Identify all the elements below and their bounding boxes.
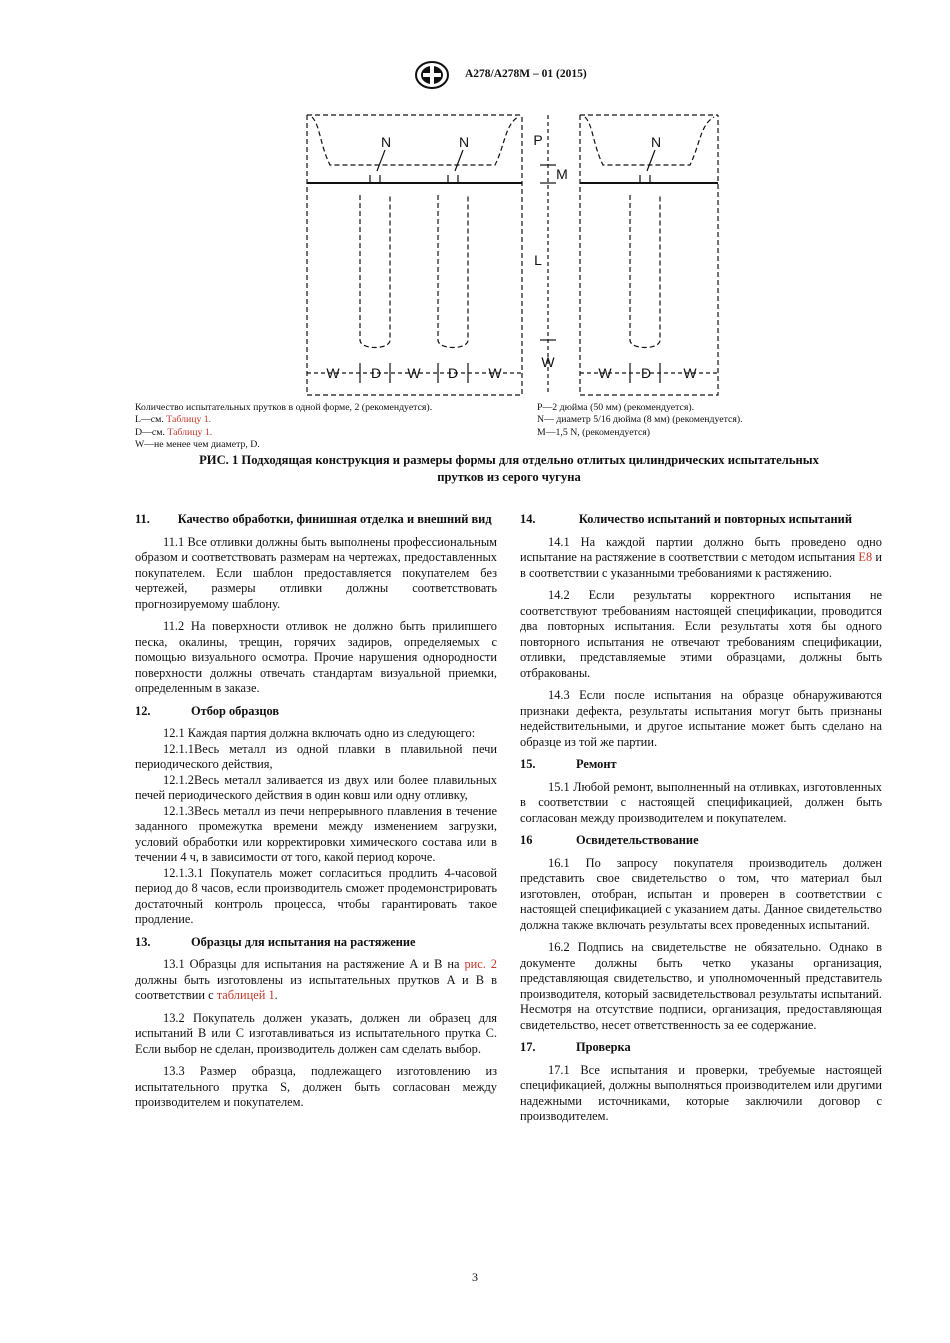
figure-caption: РИС. 1 Подходящая конструкция и размеры формы для отдельно отлитых цилиндрических испытательных прутков из серого чугуна: [199, 453, 819, 484]
label-d-3: D: [640, 365, 652, 381]
label-w-2: W: [407, 365, 421, 381]
label-w-1: W: [326, 365, 340, 381]
legend-line: N— диаметр 5/16 дюйма (8 мм) (рекомендуется).: [537, 414, 743, 426]
left-column: [135, 512, 497, 1111]
label-m: M: [556, 166, 568, 182]
astm-logo-icon: [414, 60, 450, 90]
page-header: [0, 60, 950, 90]
legend-line: P—2 дюйма (50 мм) (рекомендуется).: [537, 402, 695, 413]
paragraph: 16.2 Подпись на свидетельстве не обязательно. Однако в документе должны быть четко указаны организация, представляющая свидетельство, и уполномоченный представитель производителя, который засвидетельствовал результаты испытаний. Несмотря на отсутствие подписи, организация, предоставляющая свидетельство, несет ответственность за ее содержание.: [520, 940, 882, 1032]
section-heading-14: 14. Количество испытаний и повторных испытаний: [520, 512, 852, 526]
legend-line: Количество испытательных прутков в одной форме, 2 (рекомендуется).: [135, 402, 433, 413]
label-w-3: W: [488, 365, 502, 381]
paragraph: 12.1.2Весь металл заливается из двух или более плавильных печей периодического действия в один ковш или одну отливку,: [135, 772, 497, 802]
document-id: A278/A278M – 01 (2015): [465, 68, 587, 80]
right-mold-outline: [580, 115, 718, 395]
paragraph: 17.1 Все испытания и проверки, требуемые настоящей спецификацией, должны выполняться производителем или другими надежными источниками, которые заключили договор с производителем.: [520, 1062, 882, 1123]
paragraph: 14.1 На каждой партии должно быть проведено одно испытание на растяжение в соответствии с методом испытания E8 и в соответствии с указанными требованиями к растяжению.: [520, 534, 882, 580]
paragraph: 14.3 Если после испытания на образце обнаруживаются признаки дефекта, результаты испытания могут быть признаны недействительными, и другое испытание может быть сделано на образце из той же партии.: [520, 688, 882, 749]
label-w-5: W: [683, 365, 697, 381]
figure-2-link[interactable]: рис. 2: [464, 957, 497, 971]
legend-line: L—см. Таблицу 1.: [135, 414, 212, 426]
label-d-1: D: [370, 365, 382, 381]
section-heading-17: 17. Проверка: [520, 1040, 631, 1054]
e8-link[interactable]: E8: [858, 550, 873, 564]
label-d-2: D: [447, 365, 459, 381]
paragraph: 12.1.3.1 Покупатель может согласиться продлить 4-часовой период до 8 часов, если производитель сможет продемонстрировать достаточный контроль процесса, чтобы гарантировать такое продление.: [135, 865, 497, 926]
left-bar-1: [360, 195, 390, 348]
left-mold-outline: [307, 115, 522, 395]
figure-legend-left: [135, 402, 432, 452]
section-heading-16: 16 Освидетельствование: [520, 833, 699, 847]
paragraph: 13.3 Размер образца, подлежащего изготовлению из испытательного прутка S, должен быть согласован между производителем и покупателем.: [135, 1064, 497, 1109]
paragraph: 13.1 Образцы для испытания на растяжение A и B на рис. 2 должны быть изготовлены из испытательных прутков A и B в соответствии с таблицей 1.: [135, 957, 497, 1002]
legend-line: W—не менее чем диаметр, D.: [135, 439, 260, 451]
mold-design-figure: [290, 105, 730, 405]
section-heading-15: 15. Ремонт: [520, 757, 617, 771]
table-1-link[interactable]: таблицей 1: [216, 988, 275, 1002]
section-heading-12: 12. Отбор образцов: [135, 703, 280, 718]
paragraph: 16.1 По запросу покупателя производитель должен представить свое свидетельство о том, что материал был изготовлен, отобран, испытан и проверен в соответствии с настоящей спецификацией с указанием даты. Данное свидетельство должна также включать результаты всех проведенных испытаний.: [520, 855, 882, 932]
label-w-4: W: [598, 365, 612, 381]
paragraph: 12.1.3Весь металл из печи непрерывного плавления в течение заданного промежутка времени между изменением загрузки, условий обработки или корректировки химического состава или в течении 4 ч, в зависимости от того, какой период короче.: [135, 803, 497, 864]
paragraph: 11.2 На поверхности отливок не должно быть прилипшего песка, окалины, трещин, горячих задиров, определяемых с помощью визуального осмотра. Прочие нарушения однородности поверхности должны отвечать стандартам визуальной приемки, определенным в заказе.: [135, 619, 497, 695]
section-heading-11: 11. Качество обработки, финишная отделка и внешний вид: [135, 512, 492, 526]
paragraph: 13.2 Покупатель должен указать, должен ли образец для испытаний B или C изготавливаться из испытательного прутка C. Если выбор не сделан, производитель должен сам сделать выбор.: [135, 1010, 497, 1056]
label-n-2: N: [458, 134, 470, 150]
legend-line: D—см. Таблицу 1.: [135, 426, 213, 438]
paragraph: 11.1 Все отливки должны быть выполнены профессиональным образом и соответствовать размерам на чертежах, предоставленных покупателем. Если шаблон предоставляется покупателем без чертежей, размеры отливки должны соответствовать прогнозируемому шаблону.: [135, 534, 497, 611]
label-p: P: [533, 132, 543, 148]
paragraph: 14.2 Если результаты корректного испытания не соответствуют требованиям настоящей спецификации, проводится два повторных испытания. Если результаты хотя бы одного повторного испытания не отвечают требованиям спецификации, отливки, представляемые этими образцами, должны быть отбракованы.: [520, 588, 882, 680]
page-number: 3: [472, 1270, 478, 1284]
section-heading-13: 13. Образцы для испытания на растяжение: [135, 934, 416, 949]
label-n-3: N: [650, 134, 662, 150]
paragraph: 15.1 Любой ремонт, выполненный на отливках, изготовленных в соответствии с настоящей спецификацией, должен быть согласован между производителем и покупателем.: [520, 779, 882, 825]
left-mold-pouring-basin: [312, 117, 518, 165]
paragraph: 12.1.1Весь металл из одной плавки в плавильной печи периодического действия,: [135, 741, 497, 771]
table-1-link[interactable]: Таблицу 1.: [166, 414, 212, 426]
label-w-mid: W: [541, 354, 555, 370]
legend-line: M—1,5 N, (рекомендуется): [537, 426, 651, 438]
right-column: [520, 512, 882, 1125]
figure-legend-right: [537, 402, 743, 439]
right-mold-pouring-basin: [585, 117, 714, 165]
label-n-1: N: [380, 134, 392, 150]
paragraph: 12.1 Каждая партия должна включать одно из следующего:: [163, 726, 476, 740]
table-1-link[interactable]: Таблицу 1.: [167, 426, 213, 438]
left-bar-2: [438, 195, 468, 348]
label-l: L: [534, 252, 542, 268]
right-bar: [630, 195, 660, 348]
